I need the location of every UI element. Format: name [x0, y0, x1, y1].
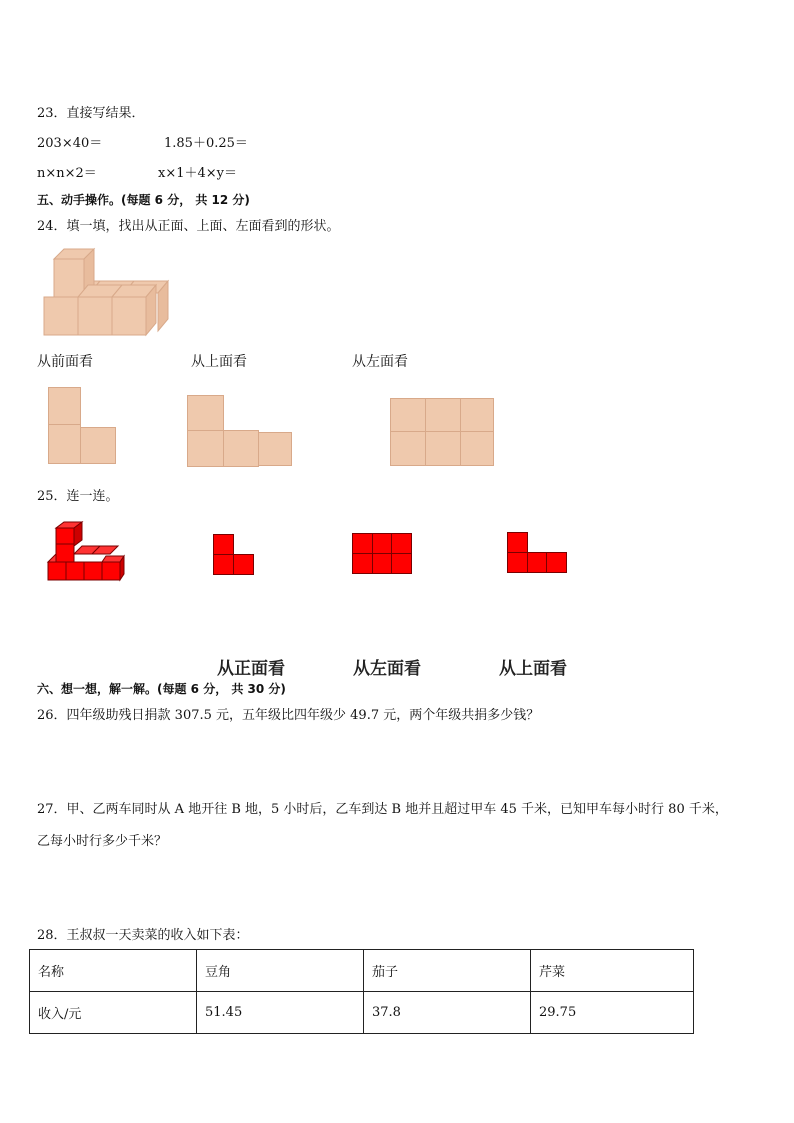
- q24-title: 24．填一填，找出从正面、上面、左面看到的形状。: [37, 219, 340, 234]
- table-cell: 29.75: [531, 992, 694, 1034]
- q24-top-view: [187, 395, 295, 469]
- q25-view-a: [213, 534, 257, 576]
- q24-front-view: [48, 387, 118, 467]
- q25-label-front: 从正面看: [217, 659, 285, 679]
- table-cell: 收入/元: [30, 992, 197, 1034]
- table-cell: 51.45: [197, 992, 364, 1034]
- q25-red-cube-stack: [44, 522, 126, 582]
- table-cell: 豆角: [197, 950, 364, 992]
- section-5-heading: 五、动手操作。(每题 6 分， 共 12 分): [37, 193, 250, 207]
- q25-title: 25．连一连。: [37, 489, 119, 504]
- q25-label-left: 从左面看: [353, 659, 421, 679]
- q25-view-c: [507, 532, 569, 574]
- table-row: [30, 992, 694, 1034]
- q24-left-view: [390, 398, 496, 468]
- q23-expr-2: 1.85＋0.25＝: [164, 136, 248, 151]
- q23-expr-1: 203×40＝: [37, 136, 103, 151]
- table-cell: 芹菜: [531, 950, 694, 992]
- table-header-row: [30, 950, 694, 992]
- table-cell: 名称: [30, 950, 197, 992]
- income-table: [29, 949, 694, 1034]
- q23-expr-4: x×1＋4×y＝: [158, 166, 238, 181]
- q27-text-line-2: 乙每小时行多少千米？: [37, 834, 168, 849]
- q27-text-line-1: 27．甲、乙两车同时从 A 地开往 B 地，5 小时后，乙车到达 B 地并且超过甲车 45 千米，已知甲车每小时行 80 千米，: [37, 802, 728, 817]
- section-6-heading: 六、想一想，解一解。(每题 6 分， 共 30 分): [37, 682, 286, 696]
- q23-expr-3: n×n×2＝: [37, 166, 97, 181]
- q25-label-top: 从上面看: [499, 659, 567, 679]
- q25-view-b: [352, 533, 414, 575]
- q24-label-front: 从前面看: [37, 354, 93, 370]
- q23-title: 23．直接写结果．: [37, 106, 145, 121]
- q26-text: 26．四年级助残日捐款 307.5 元，五年级比四年级少 49.7 元，两个年级共捐多少钱？: [37, 708, 540, 723]
- q28-title: 28．王叔叔一天卖菜的收入如下表：: [37, 928, 249, 943]
- table-cell: 茄子: [364, 950, 531, 992]
- q24-label-left: 从左面看: [352, 354, 408, 370]
- table-cell: 37.8: [364, 992, 531, 1034]
- q24-cube-stack: [40, 245, 175, 340]
- q24-label-top: 从上面看: [191, 354, 247, 370]
